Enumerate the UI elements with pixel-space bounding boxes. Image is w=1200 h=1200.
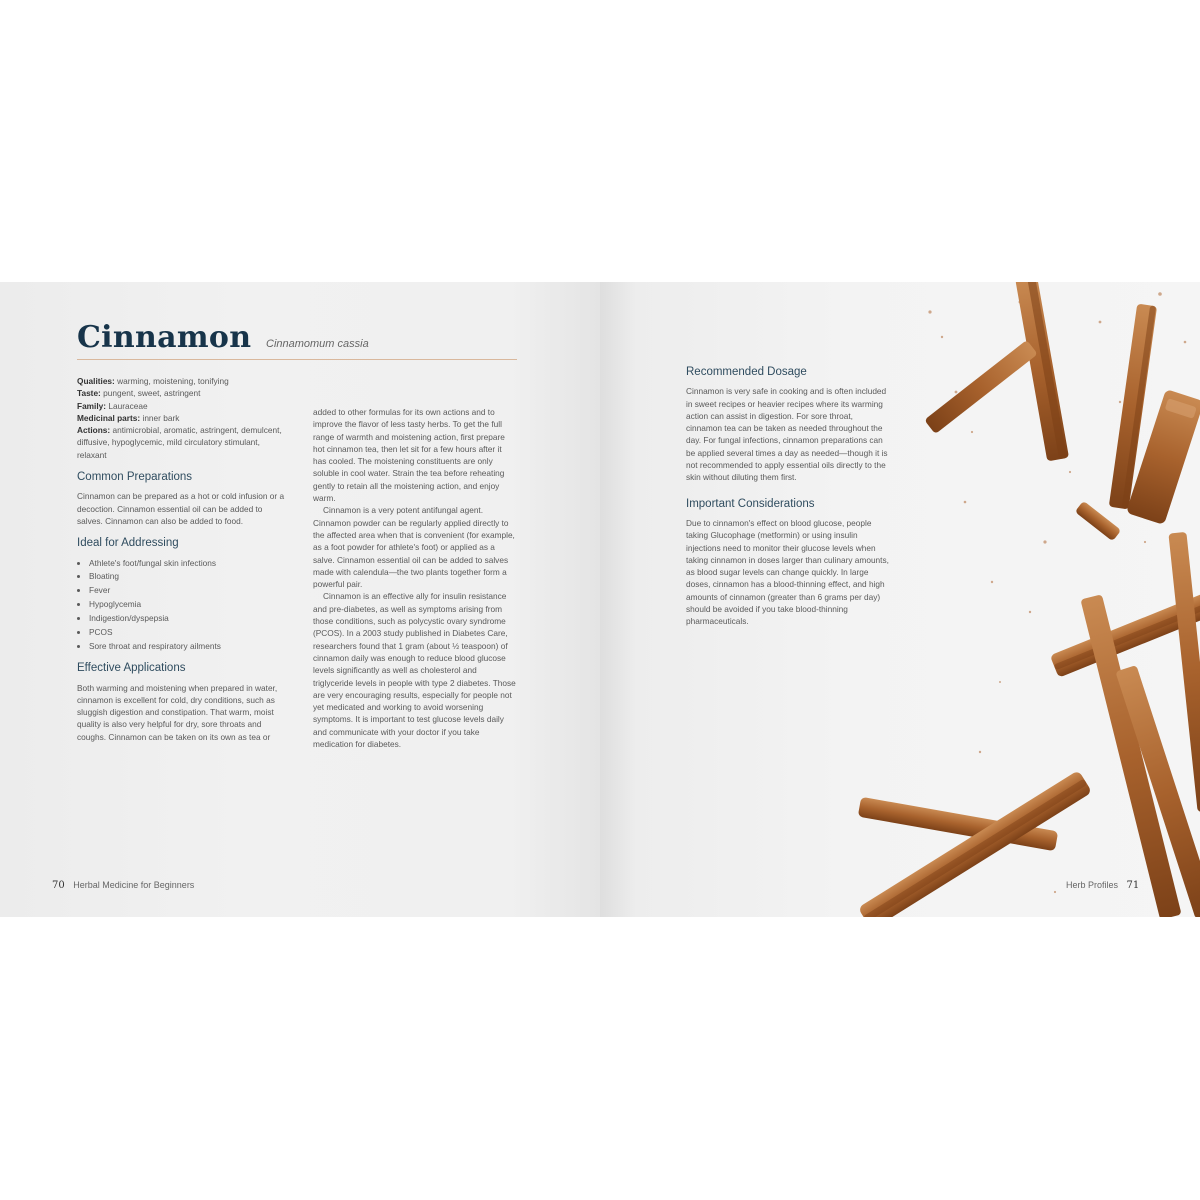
heading-common-preparations: Common Preparations: [77, 471, 193, 484]
list-item: • Athlete's foot/fungal skin infections: [89, 557, 287, 569]
properties-list: [77, 375, 287, 461]
left-column-1: [77, 375, 287, 743]
list-item: • Bloating: [89, 570, 287, 582]
right-footer: [1066, 880, 1139, 891]
paragraph: added to other formulas for its own actions and to improve the flavor of less tasty herbs. To get the full range of warmth and moistening action, first prepare hot cinnamon tea, then let sit for a few hours after it has cooled. The moistening constituents are only soluble in cool water. Strain the tea before reheating gently to retain all the moistening action, and enjoy warm.: [313, 407, 505, 504]
paragraph: Cinnamon is an effective ally for insulin resistance and pre-diabetes, as well as symptoms arising from those conditions, such as polycystic ovary syndrome (PCOS). In a 2003 study published in Diabetes Care, researchers found that 1 gram (about ½ teaspoon) of cinnamon daily was enough to reduce blood glucose levels significantly as well as cholesterol and triglyceride levels in people with type 2 diabetes. Those are very encouraging results, especially for people not yet medicated and working to avoid worsening symptoms. It is important to test glucose levels daily and communicate with your doctor if you take medication for diabetes.: [313, 591, 516, 750]
heading-ideal-for-addressing: Ideal for Addressing: [77, 537, 179, 550]
right-page: [600, 282, 1200, 917]
cinnamon-stick-long: [1080, 532, 1200, 917]
title-rule: [77, 359, 517, 360]
left-column-2: [313, 406, 516, 750]
latin-name: Cinnamomum cassia: [266, 338, 369, 350]
book-spread: [0, 282, 1200, 917]
cinnamon-stick-bottom: [858, 770, 1092, 917]
recommended-dosage-text: Cinnamon is very safe in cooking and is often included in sweet recipes or heavier recipes where its warming action can assist in digestion. For sore throat, cinnamon tea can be taken as needed throughout the day. For fungal infections, cinnamon preparations can be applied several times a day as needed—though it is not recommended to apply essential oils directly to the skin without diluting them first.: [686, 386, 888, 483]
book-title: Herbal Medicine for Beginners: [73, 880, 195, 890]
common-preparations-text: Cinnamon can be prepared as a hot or cold infusion or a decoction. Cinnamon essential oil can be added to salves. Cinnamon can also be added to food.: [77, 491, 285, 526]
list-item: • Indigestion/dyspepsia: [89, 612, 287, 624]
heading-important-considerations: Important Considerations: [686, 497, 815, 510]
list-item: • Fever: [89, 584, 287, 596]
section-name: Herb Profiles: [1066, 880, 1119, 890]
heading-recommended-dosage: Recommended Dosage: [686, 366, 807, 378]
ideal-for-list: [77, 557, 287, 653]
effective-applications-text: Both warming and moistening when prepared in water, cinnamon is excellent for cold, dry conditions, such as sluggish digestion and constipation. That warm, moist quality is also very helpful for dry, sore throats and coughs. Cinnamon can be taken on its own as tea or: [77, 682, 278, 742]
left-page: [0, 282, 600, 917]
list-item: • Sore throat and respiratory ailments: [89, 640, 287, 652]
property-medicinal-parts: Medicinal parts: inner bark: [77, 412, 180, 423]
left-footer: [52, 880, 194, 891]
important-considerations-text: Due to cinnamon's effect on blood glucose, people taking Glucophage (metformin) or using insulin injections need to monitor their glucose levels when taking cinnamon in doses larger than culinary amounts, as blood sugar levels can change quickly. In large doses, cinnamon has a blood-thinning effect, and high amounts of cinnamon (greater than 6 grams per day) should be avoided if you take blood-thinning pharmaceuticals.: [686, 517, 889, 627]
list-item: • Hypoglycemia: [89, 598, 287, 610]
paragraph: Cinnamon is a very potent antifungal agent. Cinnamon powder can be regularly applied directly to the affected area when that is convenient (for example, as a foot powder for athlete's foot) or applied as a salve. Cinnamon essential oil can be added to salves made with calendula—the two plants together form a powerful pair.: [313, 505, 515, 590]
page-number: 71: [1126, 880, 1140, 891]
page-number: 70: [52, 880, 65, 891]
cinnamon-sticks-photo: [600, 282, 1200, 917]
cinnamon-stick-diagonal: [924, 340, 1038, 434]
page-title: Cinnamon: [77, 320, 252, 355]
property-actions: Actions: antimicrobial, aromatic, astringent, demulcent, diffusive, hypoglycemic, mild circulatory stimulant, relaxant: [77, 425, 282, 460]
heading-effective-applications: Effective Applications: [77, 662, 186, 675]
property-qualities: Qualities: warming, moistening, tonifying: [77, 376, 229, 386]
property-family: Family: Lauraceae: [77, 400, 148, 411]
list-item: • PCOS: [89, 626, 287, 638]
cinnamon-stick-top: [1015, 282, 1069, 461]
property-taste: Taste: pungent, sweet, astringent: [77, 388, 201, 399]
